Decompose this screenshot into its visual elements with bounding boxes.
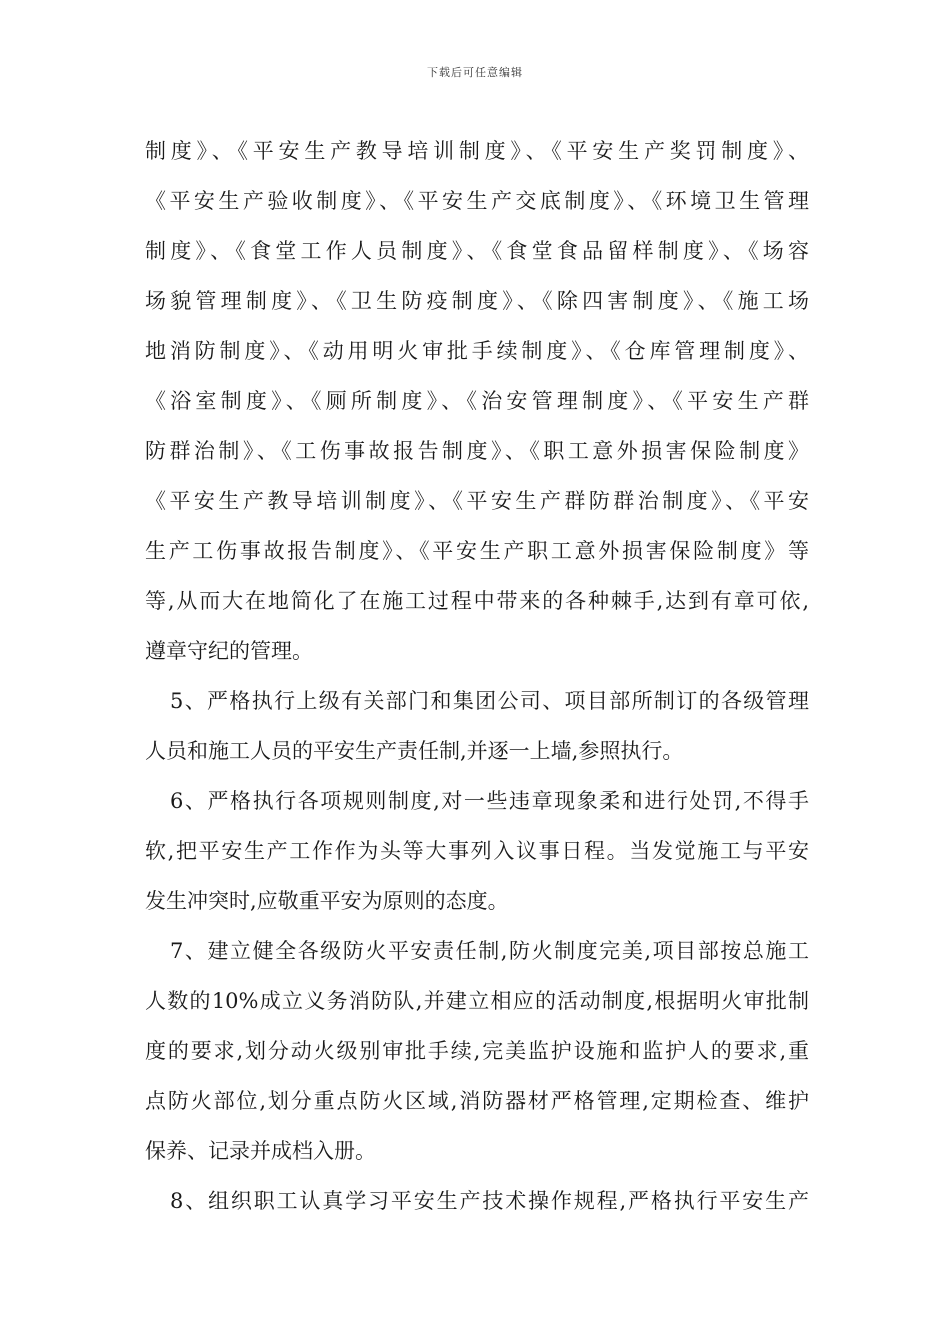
- text-line: 生产工伤事故报告制度》、《平安生产职工意外损害保险制度》等: [145, 539, 809, 563]
- text-line: 点防火部位,划分重点防火区域,消防器材严格管理,定期检查、维护: [145, 1089, 809, 1113]
- paragraph-item-5: [145, 676, 809, 776]
- paragraph-regulations-list: [145, 126, 809, 676]
- text-line: 等,从而大在地简化了在施工过程中带来的各种棘手,达到有章可依,: [145, 589, 809, 613]
- paragraph-item-7: [145, 926, 809, 1176]
- text-line: 《平安生产验收制度》、《平安生产交底制度》、《环境卫生管理: [145, 189, 809, 213]
- text-line: 人数的10%成立义务消防队,并建立相应的活动制度,根据明火审批制: [145, 989, 809, 1013]
- text-line: 地消防制度》、《动用明火审批手续制度》、《仓库管理制度》、: [145, 339, 809, 363]
- text-line: 《浴室制度》、《厕所制度》、《治安管理制度》、《平安生产群: [145, 389, 809, 413]
- paragraph-item-6: [145, 776, 809, 926]
- text-line: 人员和施工人员的平安生产责任制,并逐一上墙,参照执行。: [145, 739, 684, 763]
- text-line: 《平安生产教导培训制度》、《平安生产群防群治制度》、《平安: [145, 489, 809, 513]
- paragraph-item-8: [145, 1176, 809, 1226]
- text-line: 8、组织职工认真学习平安生产技术操作规程,严格执行平安生产: [170, 1189, 809, 1213]
- text-line: 5、严格执行上级有关部门和集团公司、项目部所制订的各级管理: [170, 689, 809, 713]
- text-line: 保养、记录并成档入册。: [145, 1139, 376, 1163]
- text-line: 防群治制》、《工伤事故报告制度》、《职工意外损害保险制度》: [145, 439, 809, 463]
- page-header-caption: 下载后可任意编辑: [427, 66, 523, 79]
- document-body: [145, 126, 809, 1226]
- text-line: 制度》、《食堂工作人员制度》、《食堂食品留样制度》、《场容: [145, 239, 809, 263]
- text-line: 遵章守纪的管理。: [145, 639, 313, 663]
- text-line: 软,把平安生产工作作为头等大事列入议事日程。当发觉施工与平安: [145, 839, 809, 863]
- text-line: 场貌管理制度》、《卫生防疫制度》、《除四害制度》、《施工场: [145, 289, 809, 313]
- text-line: 7、建立健全各级防火平安责任制,防火制度完美,项目部按总施工: [170, 939, 809, 963]
- text-line: 制度》、《平安生产教导培训制度》、《平安生产奖罚制度》、: [145, 139, 809, 163]
- text-line: 6、严格执行各项规则制度,对一些违章现象柔和进行处罚,不得手: [170, 789, 809, 813]
- text-line: 发生冲突时,应敬重平安为原则的态度。: [145, 889, 509, 913]
- text-line: 度的要求,划分动火级别审批手续,完美监护设施和监护人的要求,重: [145, 1039, 809, 1063]
